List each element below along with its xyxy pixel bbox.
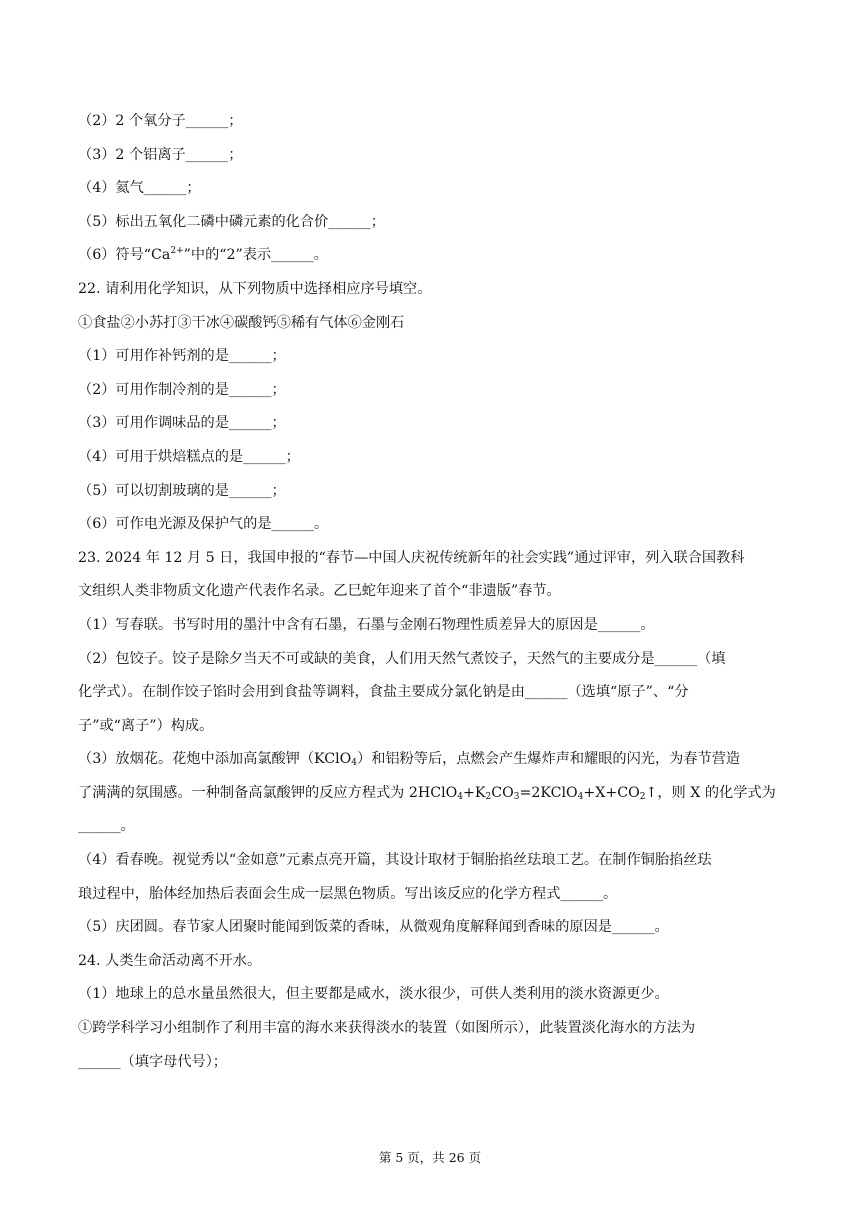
q23-item-2-line-3: 子”或“离子”）构成。 (78, 717, 214, 734)
q23-item-3-line-2 (78, 777, 798, 811)
question-23 (78, 542, 798, 945)
q23-item-3-l1-a: （3）放烟花。花炮中添加高氯酸钾（KClO (78, 751, 352, 768)
q22-item-4: （4）可用于烘焙糕点的是______； (78, 448, 300, 465)
page-content (78, 105, 798, 1079)
q21-item-5: （5）标出五氧化二磷中磷元素的化合价______； (78, 213, 385, 230)
q24-item-1: （1）地球上的总水量虽然很大，但主要都是咸水，淡水很少，可供人类利用的淡水资源更少。 (78, 986, 669, 1003)
q23-item-2-line-2: 化学式）。在制作饺子馅时会用到食盐等调料，食盐主要成分氯化钠是由______（选填“原子”、“分 (78, 684, 689, 701)
q24-stem: 24. 人类生命活动离不开水。 (78, 952, 262, 969)
q23-eq-s3: 3 (513, 791, 520, 802)
q21-item-4: （4）氦气______； (78, 180, 201, 197)
q23-item-2-line-1: （2）包饺子。饺子是除夕当天不可或缺的美食，人们用天然气煮饺子，天然气的主要成分是______（填 (78, 650, 726, 667)
q24-sub-1-line-1: ①跨学科学习小组制作了利用丰富的海水来获得淡水的装置（如图所示），此装置淡化海水的方法为 (78, 1020, 696, 1037)
q21-item-6-sup: 2+ (170, 246, 184, 257)
q21-item-6-pre: （6）符号“Ca (78, 247, 171, 264)
q23-item-4-line-2: 琅过程中，胎体经加热后表面会生成一层黑色物质。写出该反应的化学方程式______。 (78, 885, 618, 902)
q23-eq-e: +X+CO (583, 784, 640, 801)
q22-options: ①食盐②小苏打③干冰④碳酸钙⑤稀有气体⑥金刚石 (78, 314, 405, 331)
question-24 (78, 945, 798, 1079)
q23-item-3-l1-b: ）和铝粉等后，点燃会产生爆炸声和耀眼的闪光，为春节营造 (357, 751, 741, 768)
q23-eq-d: =2KClO (519, 784, 578, 801)
q22-item-3: （3）可用作调味品的是______； (78, 415, 286, 432)
q21-item-6 (78, 239, 798, 273)
q23-item-3-line-1 (78, 743, 798, 777)
q22-stem: 22. 请利用化学知识，从下列物质中选择相应序号填空。 (78, 280, 432, 297)
q23-eq-f: ↑，则 X 的化学式为 (645, 784, 776, 801)
q23-item-5: （5）庆团圆。春节家人团聚时能闻到饭菜的香味，从微观角度解释闻到香味的原因是______。 (78, 919, 669, 936)
q23-eq-s2: 2 (485, 791, 492, 802)
q23-eq-c: CO (491, 784, 514, 801)
q24-sub-1-line-2: ______（填字母代号）； (78, 1053, 227, 1070)
q23-eq-b: +K (462, 784, 486, 801)
q21-item-6-post: ”中的“2”表示______。 (183, 247, 328, 264)
q23-eq-s5: 2 (639, 791, 646, 802)
q22-item-6: （6）可作电光源及保护气的是______。 (78, 516, 329, 533)
q23-eq-a: 了满满的氛围感。一种制备高氯酸钾的反应方程式为 2HClO (78, 784, 458, 801)
q21-item-3: （3）2 个铝离子______； (78, 146, 243, 163)
q23-eq-s1: 4 (457, 791, 463, 802)
q23-stem-line-2: 文组织人类非物质文化遗产代表作名录。乙巳蛇年迎来了首个“非遗版”春节。 (78, 583, 561, 600)
question-21 (78, 105, 798, 273)
q22-item-2: （2）可用作制冷剂的是______； (78, 381, 286, 398)
q23-stem-line-1: 23. 2024 年 12 月 5 日，我国申报的“春节—中国人庆祝传统新年的社会实践”通过评审，列入联合国教科 (78, 549, 745, 566)
q23-item-3-line-3: ______。 (78, 818, 135, 835)
question-22 (78, 273, 798, 542)
q22-item-5: （5）可以切割玻璃的是______； (78, 482, 286, 499)
q23-eq-s4: 4 (577, 791, 584, 802)
q23-item-1: （1）写春联。书写时用的墨汁中含有石墨，石墨与金刚石物理性质差异大的原因是______。 (78, 616, 655, 633)
page-footer: 第 5 页，共 26 页 (378, 1150, 482, 1165)
q22-item-1: （1）可用作补钙剂的是______； (78, 348, 286, 365)
q23-item-3-l1-sub: 4 (351, 758, 358, 769)
q23-item-4-line-1: （4）看春晚。视觉秀以“金如意”元素点亮开篇，其设计取材于铜胎掐丝珐琅工艺。在制作铜胎掐丝珐 (78, 852, 712, 869)
q21-item-2: （2）2 个氧分子______； (78, 113, 243, 129)
